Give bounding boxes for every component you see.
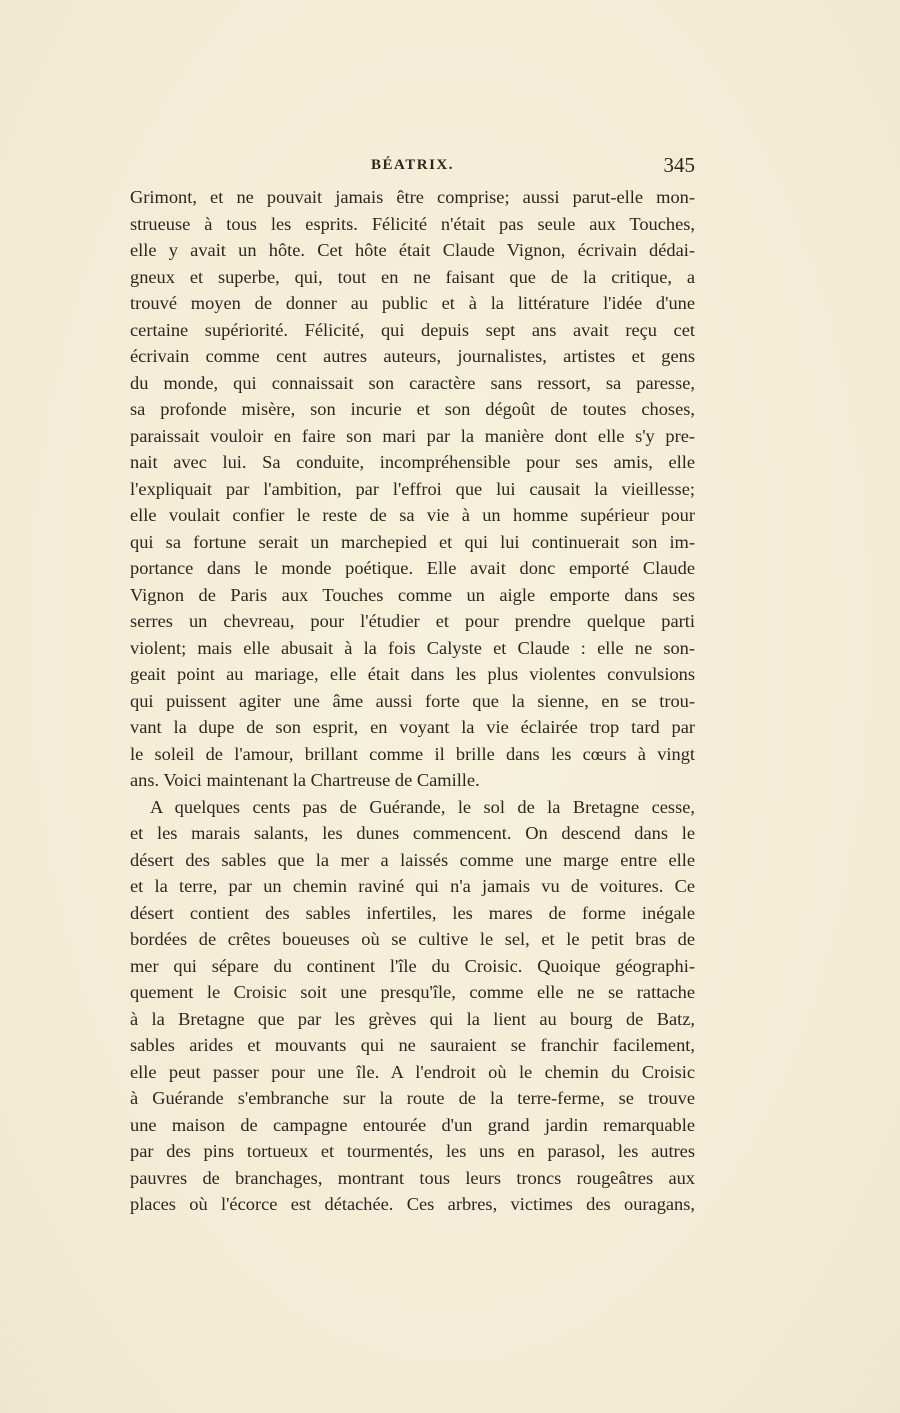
- text-line: pauvres de branchages, montrant tous leurs troncs rougeâtres aux: [130, 1167, 695, 1188]
- text-line: par des pins tortueux et tourmentés, les uns en parasol, les autres: [130, 1141, 695, 1161]
- text-line: strueuse à tous les esprits. Félicité n'était pas seule aux Touches,: [130, 213, 695, 234]
- text-line: trouvé moyen de donner au public et à la littérature l'idée d'une: [130, 293, 695, 313]
- text-line: portance dans le monde poétique. Elle avait donc emporté Claude: [130, 558, 695, 578]
- text-line: geait point au mariage, elle était dans les plus violentes convulsions: [130, 664, 695, 684]
- text-line: vant la dupe de son esprit, en voyant la vie éclairée trop tard par: [130, 717, 695, 737]
- text-line: elle voulait confier le reste de sa vie à un homme supérieur pour: [130, 505, 695, 525]
- text-line: Grimont, et ne pouvait jamais être comprise; aussi parut-elle mon-: [130, 187, 695, 207]
- text-line: désert des sables que la mer a laissés comme une marge entre elle: [130, 849, 695, 870]
- text-line: à la Bretagne que par les grèves qui la lient au bourg de Batz,: [130, 1008, 695, 1029]
- text-line: et les marais salants, les dunes commencent. On descend dans le: [130, 823, 695, 843]
- text-line: désert contient des sables infertiles, les mares de forme inégale: [130, 902, 695, 923]
- text-line: places où l'écorce est détachée. Ces arbres, victimes des ouragans,: [130, 1194, 695, 1214]
- text-line: qui sa fortune serait un marchepied et qui lui continuerait son im-: [130, 531, 695, 552]
- text-line: Vignon de Paris aux Touches comme un aigle emporte dans ses: [130, 584, 695, 605]
- text-line: sables arides et mouvants qui ne sauraient se franchir facilement,: [130, 1035, 695, 1055]
- paragraph: [130, 794, 695, 1218]
- text-line: une maison de campagne entourée d'un grand jardin remarquable: [130, 1114, 695, 1135]
- text-line: ans. Voici maintenant la Chartreuse de Camille.: [130, 770, 480, 790]
- text-line: et la terre, par un chemin raviné qui n'a jamais vu de voitures. Ce: [130, 876, 695, 896]
- text-line: à Guérande s'embranche sur la route de la terre-ferme, se trouve: [130, 1088, 695, 1108]
- text-line: violent; mais elle abusait à la fois Calyste et Claude : elle ne son-: [130, 637, 695, 658]
- text-line: bordées de crêtes boueuses où se cultive le sel, et le petit bras de: [130, 929, 695, 949]
- text-line: sa profonde misère, son incurie et son dégoût de toutes choses,: [130, 399, 695, 419]
- text-line: gneux et superbe, qui, tout en ne faisant que de la critique, a: [130, 266, 695, 287]
- running-head-title: BÉATRIX.: [371, 157, 454, 173]
- text-line: le soleil de l'amour, brillant comme il brille dans les cœurs à vingt: [130, 743, 695, 764]
- page-number: 345: [663, 153, 695, 177]
- text-line: qui puissent agiter une âme aussi forte que la sienne, en se trou-: [130, 690, 695, 711]
- text-line: quement le Croisic soit une presqu'île, comme elle ne se rattache: [130, 982, 695, 1002]
- text-line: serres un chevreau, pour l'étudier et pour prendre quelque parti: [130, 611, 695, 631]
- text-line: elle peut passer pour une île. A l'endroit où le chemin du Croisic: [130, 1061, 695, 1082]
- text-line: certaine supériorité. Félicité, qui depuis sept ans avait reçu cet: [130, 319, 695, 340]
- running-head: [130, 153, 695, 179]
- text-line: du monde, qui connaissait son caractère sans ressort, sa paresse,: [130, 372, 695, 393]
- text-line: mer qui sépare du continent l'île du Croisic. Quoique géographi-: [130, 955, 695, 976]
- text-line: paraissait vouloir en faire son mari par la manière dont elle s'y pre-: [130, 425, 695, 446]
- text-line: A quelques cents pas de Guérande, le sol de la Bretagne cesse,: [150, 796, 695, 817]
- paragraph: [130, 184, 695, 794]
- text-line: écrivain comme cent autres auteurs, journalistes, artistes et gens: [130, 346, 695, 366]
- body-text: [130, 184, 695, 1218]
- text-line: l'expliquait par l'ambition, par l'effroi que lui causait la vieillesse;: [130, 478, 695, 499]
- text-line: nait avec lui. Sa conduite, incompréhensible pour ses amis, elle: [130, 452, 695, 472]
- text-line: elle y avait un hôte. Cet hôte était Claude Vignon, écrivain dédai-: [130, 240, 695, 260]
